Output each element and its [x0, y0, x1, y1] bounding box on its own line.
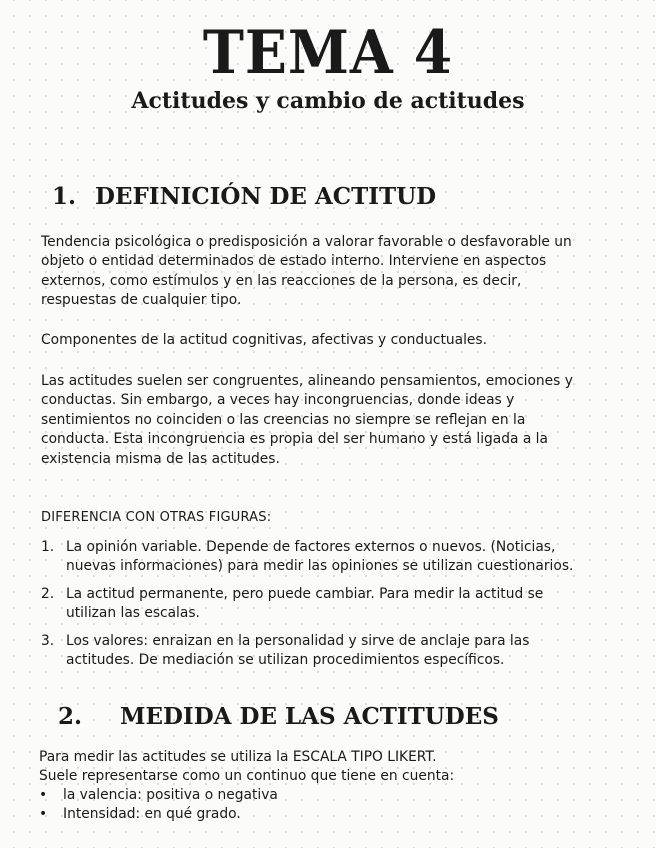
- section-title: DEFINICIÓN DE ACTITUD: [95, 183, 437, 210]
- list-item-text: La actitud permanente, pero puede cambiar. Para medir la actitud se utilizan las escalas.: [66, 585, 544, 622]
- list-item-text: la valencia: positiva o negativa: [63, 787, 278, 803]
- section-title: MEDIDA DE LAS ACTITUDES: [120, 703, 499, 730]
- section-number: 1.: [52, 183, 77, 210]
- list-item: [41, 538, 616, 577]
- bullet-icon: •: [39, 787, 48, 803]
- list-item-number: 2.: [41, 585, 55, 602]
- bullet-icon: •: [39, 805, 48, 822]
- section-number: 2.: [58, 703, 83, 730]
- definition-paragraph: Tendencia psicológica o predisposición a valorar favorable o desfavorable un objeto o entidad determinados de estado interno. Interviene en aspectos externos, como estímulos y en las reacciones de la persona, es decir, respuestas de cualquier tipo.: [41, 234, 572, 309]
- list-item-text: La opinión variable. Depende de factores externos o nuevos. (Noticias, nuevas informaciones) para medir las opiniones se utilizan cuestionarios.: [66, 539, 574, 575]
- list-item-text: Intensidad: en qué grado.: [63, 805, 241, 822]
- section-heading-medida: [58, 702, 499, 732]
- list-item-number: 1.: [41, 539, 55, 555]
- list-item: [39, 786, 614, 805]
- likert-bullet-list: [39, 786, 614, 823]
- differences-list: [41, 538, 616, 678]
- list-item: [41, 632, 616, 671]
- list-item-text: Los valores: enraizan en la personalidad y sirve de anclaje para las actitudes. De mediación se utilizan procedimientos específicos.: [66, 632, 530, 669]
- list-item: [39, 805, 614, 824]
- components-paragraph: Componentes de la actitud cognitivas, afectivas y conductuales.: [41, 332, 487, 348]
- page-subtitle: Actitudes y cambio de actitudes: [131, 88, 525, 114]
- likert-paragraph: Para medir las actitudes se utiliza la ESCALA TIPO LIKERT. Suele representarse como un continuo que tiene en cuenta:: [39, 749, 455, 784]
- page-title: TEMA 4: [202, 18, 454, 88]
- list-item-number: 3.: [41, 632, 55, 649]
- differences-label: DIFERENCIA CON OTRAS FIGURAS:: [41, 510, 272, 525]
- congruence-paragraph: Las actitudes suelen ser congruentes, alineando pensamientos, emociones y conductas. Sin embargo, a veces hay incongruencias, donde ideas y sentimientos no coinciden o las creencias no siempre se reflejan en la conducta. Esta incongruencia es propia del ser humano y está ligada a la existencia misma de las actitudes.: [41, 373, 573, 467]
- list-item: [41, 585, 616, 624]
- section-heading-definicion: [52, 182, 436, 212]
